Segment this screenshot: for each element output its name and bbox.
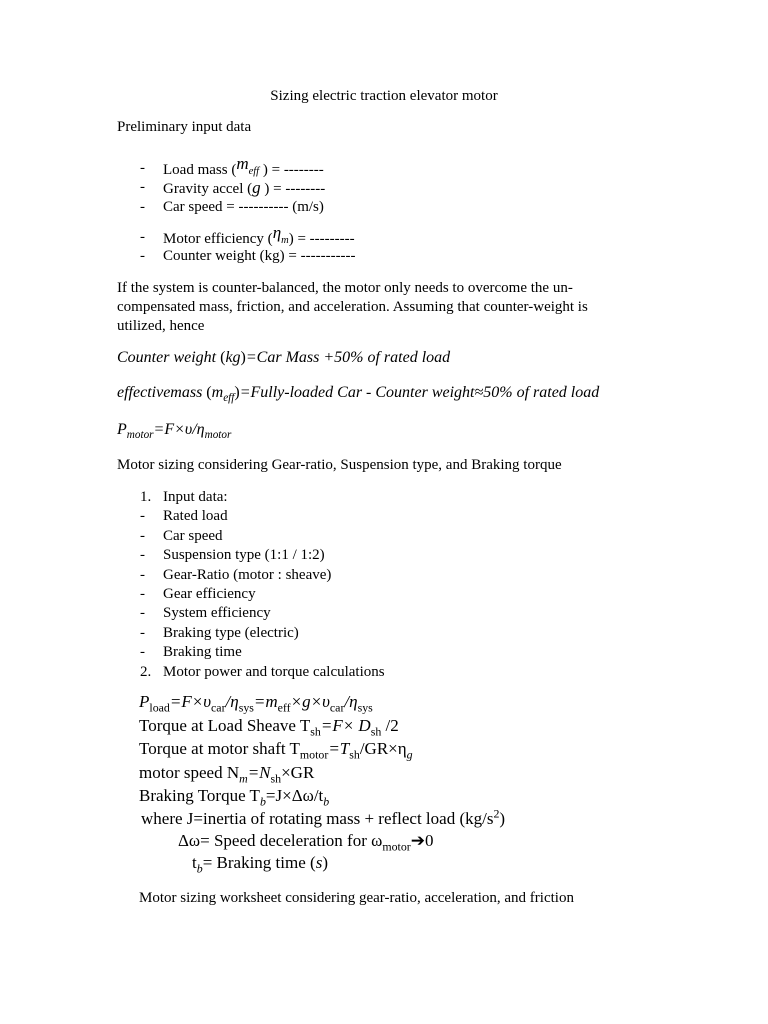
prelim-heading: Preliminary input data <box>117 119 252 135</box>
list-item: - Braking type (electric) <box>140 624 299 641</box>
bullet-marker: - <box>140 198 145 215</box>
equation-braking-torque: Braking Torque $T_b=J\times\Delta\omega/t_b$ <box>139 786 330 809</box>
list-item: - Rated load <box>140 508 228 525</box>
list-item: - Gravity accel (g ) = -------- <box>140 178 326 198</box>
equation-motor-speed: motor speed $N_m=N_{sh}\times GR$ <box>139 763 315 786</box>
equation-counter-weight: Counter weight (kg)=Car Mass +50% of rated load <box>117 349 451 366</box>
intro-paragraph: If the system is counter-balanced, the motor only needs to overcome the un-compensated mass, friction, and acceleration. Assuming that counter-weight is utilized, hence <box>117 280 588 334</box>
prelim-list <box>140 154 326 217</box>
definition-speed-deceleration: Δω= Speed deceleration for $\omega_{motor}➔0$ <box>178 831 434 854</box>
bullet-marker: - <box>140 229 145 245</box>
list-item: - Suspension type (1:1 / 1:2) <box>140 547 325 564</box>
list-item: - Motor efficiency $(\eta_m)$ = --------- <box>140 223 355 247</box>
input-data-list <box>140 488 385 682</box>
prelim-list-2 <box>140 223 356 267</box>
definition-inertia: where J=inertia of rotating mass + reflect load $(kg/s^2)$ <box>141 806 506 828</box>
list-item: - Braking time <box>140 644 242 661</box>
definition-braking-time: $t_b=$ Braking time (s) <box>192 853 328 876</box>
section-heading: Motor sizing considering Gear-ratio, Suspension type, and Braking torque <box>117 457 562 473</box>
list-item: - Gear-Ratio (motor : sheave) <box>140 566 332 583</box>
list-item: - Gear efficiency <box>140 585 256 602</box>
equation-effective-mass: effectivemass $(m_{eff})=Fully$-loaded Car - Counter weight≈50% of rated load <box>117 384 600 405</box>
equation-load-power: $P_{load}=F\times\upsilon_{car}/\eta_{sys}=m_{eff}\times g\times\upsilon_{car}/\eta_{sys}$ <box>139 692 373 715</box>
footer-heading: Motor sizing worksheet considering gear-ratio, acceleration, and friction <box>139 890 574 906</box>
equation-torque-motor: Torque at motor shaft $T_{motor}=T_{sh}/GR\times\eta_g$ <box>139 739 413 762</box>
equation-torque-sheave: Torque at Load Sheave $T_{sh}=F\times D_{sh}$ /2 <box>139 716 399 739</box>
list-item: - System efficiency <box>140 605 271 622</box>
list-item: - Counter weight (kg) = ----------- <box>140 248 356 265</box>
list-item: - Car speed = ---------- (m/s) <box>140 198 324 215</box>
list-item: - Load mass ($m_{eff}$ ) = -------- <box>140 154 324 178</box>
bullet-marker: - <box>140 179 145 196</box>
list-item: 2. Motor power and torque calculations <box>140 663 385 680</box>
bullet-marker: - <box>140 160 145 176</box>
document-title: Sizing electric traction elevator motor <box>270 88 498 104</box>
list-item: - Car speed <box>140 527 223 544</box>
bullet-marker: - <box>140 248 145 265</box>
list-item: 1. Input data: <box>140 489 228 505</box>
equation-motor-power: $P_{motor}=F\times\upsilon/\eta_{motor}$ <box>117 421 232 442</box>
